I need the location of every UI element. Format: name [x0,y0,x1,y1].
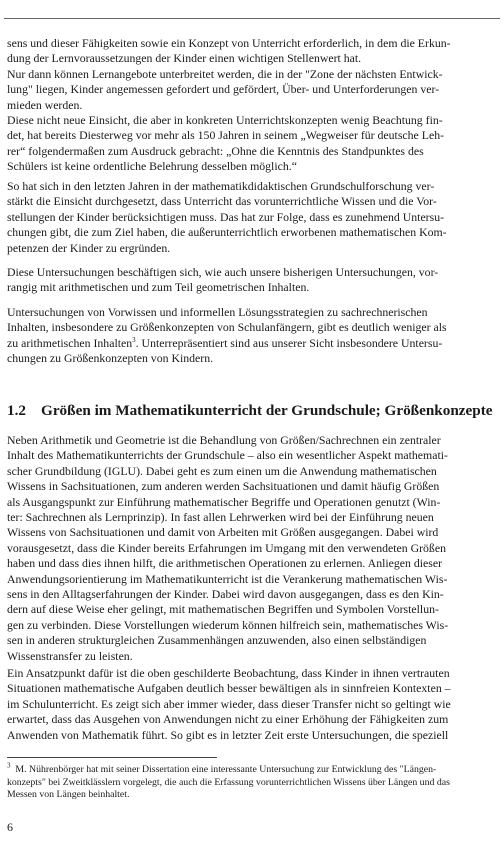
text-line: Schülers ist keine ordentliche Belehrung desselben möglich.“ [7,159,297,174]
text-line: sen in anderen strukturgleichen Zusammenhängen anzuwenden, also einen selbständigen [7,633,427,648]
text-line: scher Grundbildung (IGLU). Dabei geht es zum einen um die Anwendung mathematischen [7,463,437,478]
footnote [7,761,496,802]
text-line: Ein Ansatzpunkt dafür ist die oben geschilderte Beobachtung, dass Kinder in ihnen vertrauten [7,666,450,680]
text-line: Situationen mathematische Aufgaben deutlich besser bewältigen als in sinnfreien Kontexten – [7,681,451,696]
footnote-marker: 3 [7,761,11,770]
text-line: Anwenden von Mathematik führt. So gibt es in letzter Zeit erste Untersuchungen, die speziell [7,727,449,742]
text-line: stärkt die Einsicht durchgesetzt, dass Unterricht das vorunterrichtliche Wissen und die Vor- [7,194,437,209]
punctuation: . [135,335,139,350]
text-line: Wissens von Sachsituationen und damit von Arbeiten mit Größen ausgegangen. Dabei wird [7,525,439,540]
text-line: haben und dass dies ihnen hilft, die arithmetischen Operationen zu erlernen. Anliegen dieser [7,556,443,571]
page-number: 6 [7,820,13,834]
footnote-rule [7,757,217,758]
text-line: vorausgesetzt, dass die Kinder bereits Erfahrungen im Umgang mit den verwendeten Größen [7,540,446,555]
section-heading [7,402,498,420]
text-line: Nur dann können Lernangebote unterbreitet werden, die in der "Zone der nächsten Entwick- [7,66,443,81]
text-line: sens und dieser Fähigkeiten sowie ein Konzept von Unterricht erforderlich, in dem die Erkun- [7,36,451,50]
paragraph-4 [7,305,496,367]
text-line: Anwendungsorientierung im Mathematikunterricht ist die Verankerung mathematischen Wis- [7,571,448,586]
text-line: Diese nicht neue Einsicht, die aber in konkreten Unterrichtskonzepten wenig Beachtung fin- [7,113,443,128]
footnote-ref: 3 [132,335,136,344]
section-number: 1.2 [7,402,26,419]
text-line: chungen zu Größenkonzepten von Kindern. [7,351,214,366]
text-line: Inhalt des Mathematikunterrichts der Grundschule – also ein wesentlicher Aspekt mathemati- [7,448,448,463]
text-line: Neben Arithmetik und Geometrie ist die Behandlung von Größen/Sachrechnen ein zentraler [7,433,441,447]
text-line: rer“ folgendermaßen zum Ausdruck gebracht: „Ohne die Kenntnis des Standpunktes des [7,143,424,158]
footnote-line [7,761,496,777]
paragraph-6 [7,666,496,743]
text-fragment: M. Nührenbörger hat mit seiner Dissertation eine interessante Untersuchung zur Entwicklung des "Längen- [15,764,437,775]
text-line: Diese Untersuchungen beschäftigen sich, wie auch unsere bisherigen Untersuchungen, vor- [7,265,439,279]
text-line: stellungen der Kinder berücksichtigen muss. Das hat zur Folge, dass es zunehmend Untersu- [7,209,445,224]
text-line: dung der Lernvoraussetzungen der Kinder einen wichtigen Stellenwert hat. [7,51,362,66]
paragraph-1 [7,36,496,175]
text-line: im Schulunterricht. Es zeigt sich aber immer wieder, dass dieser Transfer nicht so geltingt wie [7,696,451,711]
text-line: Untersuchungen von Vorwissen und informellen Lösungsstrategien zu sachrechnerischen [7,305,428,319]
text-fragment: zu arithmetischen Inhalten [7,335,133,350]
text-line: gen zu verbinden. Diese Vorstellungen wiederum können hilfreich sein, mathematisches Wis- [7,617,449,632]
text-line: als Ausgangspunkt zur Einführung mathematischer Begriffe und Operationen genutzt (Win- [7,494,441,509]
text-line: chungen gibt, die zum Ziel haben, die außerunterrichtlich erworbenen mathematischen Kom- [7,225,447,240]
text-line [7,336,496,351]
text-line: mieden werden. [7,97,83,112]
text-line: petenzen der Kinder zu ergründen. [7,240,171,255]
text-line: det, hat bereits Diesterweg vor mehr als 150 Jahren in seinem „Wegweiser für deutsche Leh- [7,128,445,143]
text-line: Inhalten, insbesondere zu Größenkonzepten von Schulanfängern, gibt es deutlich weniger als [7,320,447,335]
text-line: So hat sich in den letzten Jahren in der mathematikdidaktischen Grundschulforschung ver- [7,179,435,193]
text-line: Wissenstransfer zu leisten. [7,648,133,663]
text-line: erwartet, dass das Ausgehen von Anwendungen nicht zu einer Erhöhung der Fähigkeiten zum [7,712,449,727]
text-line: dern auf diese Weise eher gelingt, mit mathematischen Begriffen und Symbolen Vorstellun- [7,602,439,617]
text-line: rangig mit arithmetischen und zum Teil geometrischen Inhalten. [7,280,310,295]
paragraph-2 [7,179,496,256]
footnote-line: konzepts" bei Zweitklässlern vorgelegt, die auch die Erfassung vorunterrichtlichen Wissens über Längen und das [7,776,450,788]
text-line: ter: Sachrechnen als Lernprinzip). In fast allen Lehrwerken wird bei der Einführung neuen [7,510,434,525]
text-line: lung" liegen, Kinder angemessen gefordert und gefördert, Über- und Unterforderungen ver- [7,82,440,97]
header-rule [4,18,500,19]
paragraph-3 [7,265,496,296]
text-fragment: Unterrepräsentiert sind aus unserer Sicht insbesondere Untersu- [141,335,443,350]
footnote-line: Messen von Längen beinhaltet. [7,789,130,801]
paragraph-5 [7,433,496,664]
text-line: sens in den Alltagserfahrungen der Kinder. Dabei wird davon ausgegangen, dass es den Kin- [7,587,444,602]
text-line: Wissens in Sachsituationen, zum anderen werden Sachsituationen und damit häufig Größen [7,479,440,494]
section-title: Größen im Mathematikunterricht der Grundschule; Größenkonzepte [41,402,493,419]
